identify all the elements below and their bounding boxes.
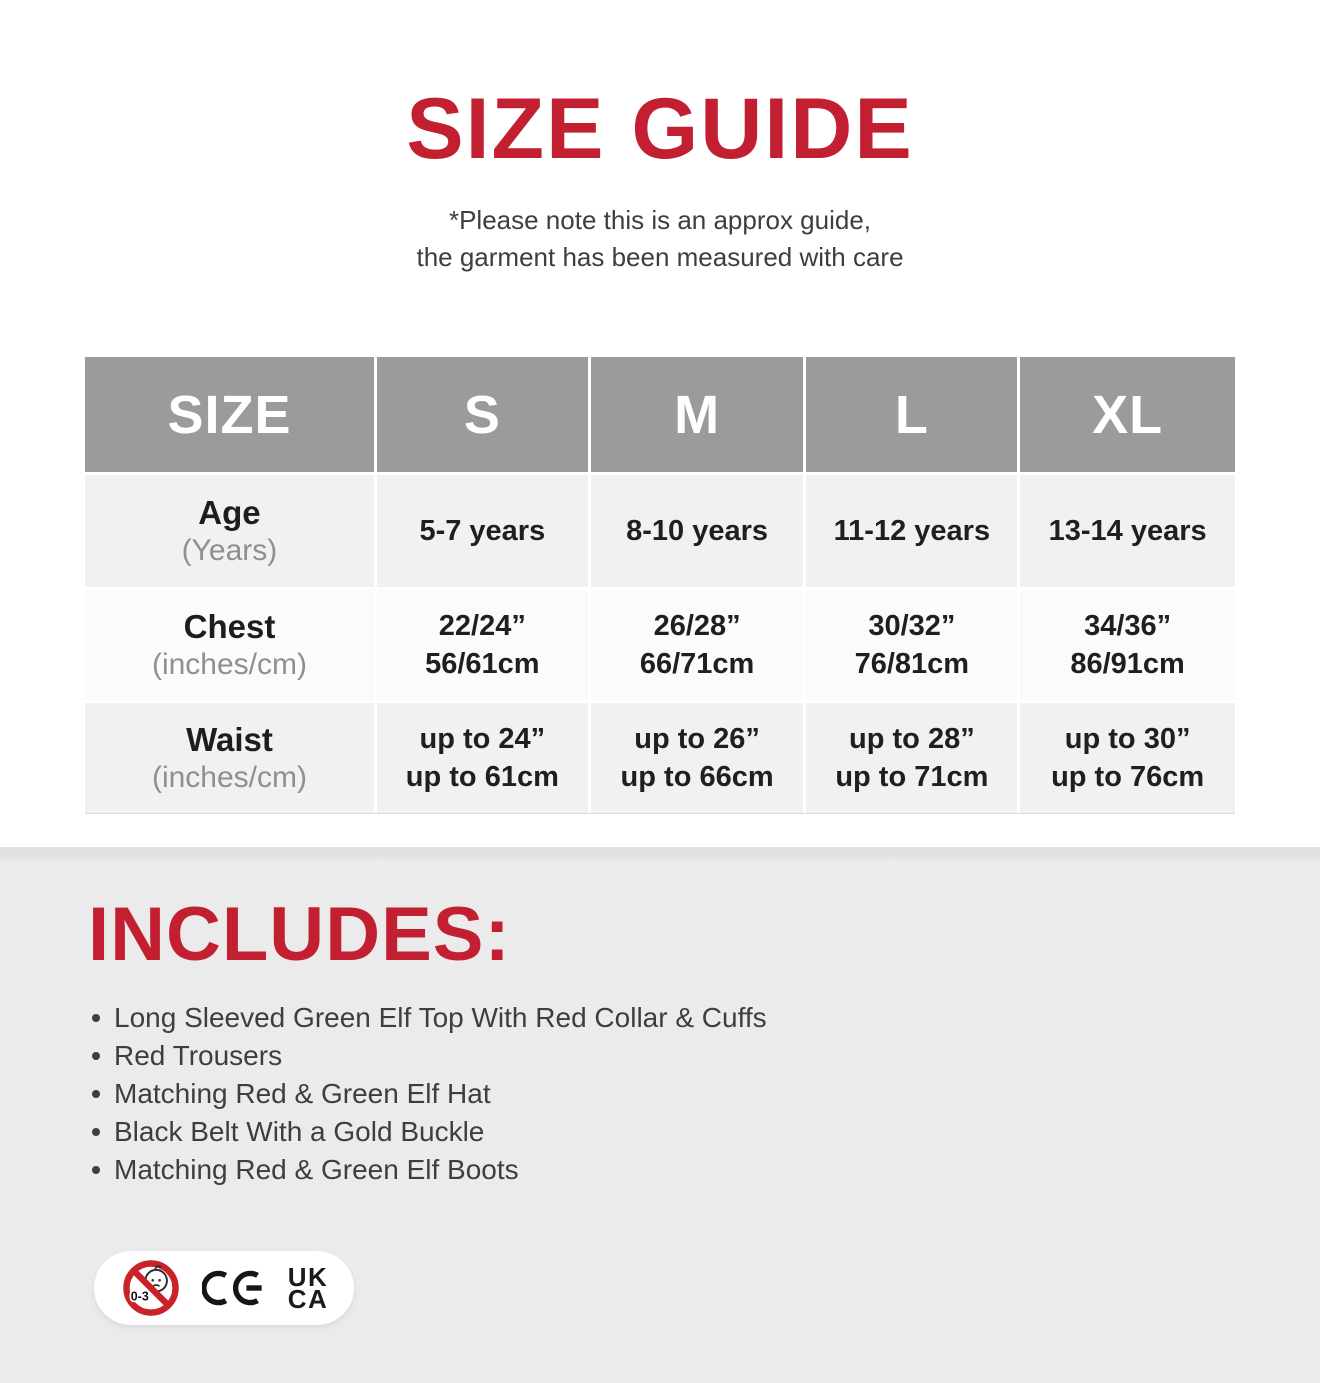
row-label-chest	[85, 590, 374, 700]
row-label-age	[85, 475, 374, 587]
note-line-2: the garment has been measured with care	[416, 242, 904, 272]
age-warning-label: 0-3	[130, 1289, 149, 1304]
row-label: Age	[198, 494, 261, 531]
table-cell-age-m: 8-10 years	[591, 475, 804, 587]
includes-section	[0, 847, 1320, 1383]
table-cell-age-xl: 13-14 years	[1020, 475, 1235, 587]
size-table-header-m: M	[591, 357, 804, 472]
list-item: Black Belt With a Gold Buckle	[88, 1113, 1232, 1151]
list-item: Red Trousers	[88, 1037, 1232, 1075]
table-cell-waist-xl: up to 30” up to 76cm	[1020, 703, 1235, 813]
approx-guide-note	[0, 202, 1320, 276]
table-cell-chest-xl: 34/36” 86/91cm	[1020, 590, 1235, 700]
row-label: Waist	[186, 721, 273, 758]
row-sublabel: (Years)	[181, 534, 278, 567]
row-sublabel: (inches/cm)	[151, 648, 307, 681]
ukca-mark	[287, 1262, 329, 1314]
row-label-waist	[85, 703, 374, 813]
table-cell-chest-l: 30/32” 76/81cm	[806, 590, 1017, 700]
table-cell-age-l: 11-12 years	[806, 475, 1017, 587]
size-table-header-xl: XL	[1020, 357, 1235, 472]
table-cell-waist-m: up to 26” up to 66cm	[591, 703, 804, 813]
table-cell-age-s: 5-7 years	[377, 475, 588, 587]
table-cell-chest-m: 26/28” 66/71cm	[591, 590, 804, 700]
ce-mark-icon	[202, 1267, 268, 1309]
size-table	[85, 357, 1235, 814]
note-line-1: *Please note this is an approx guide,	[448, 205, 872, 235]
list-item: Long Sleeved Green Elf Top With Red Collar & Cuffs	[88, 999, 1232, 1037]
ukca-line-uk: UK	[287, 1262, 329, 1292]
list-item: Matching Red & Green Elf Boots	[88, 1151, 1232, 1189]
size-table-header-l: L	[806, 357, 1017, 472]
ukca-line-ca: CA	[287, 1284, 329, 1314]
size-table-header-s: S	[377, 357, 588, 472]
size-table-header-size: SIZE	[85, 357, 374, 472]
row-label: Chest	[183, 608, 276, 645]
table-cell-waist-s: up to 24” up to 61cm	[377, 703, 588, 813]
page-title: SIZE GUIDE	[406, 81, 914, 177]
list-item: Matching Red & Green Elf Hat	[88, 1075, 1232, 1113]
table-cell-waist-l: up to 28” up to 71cm	[806, 703, 1017, 813]
table-cell-chest-s: 22/24” 56/61cm	[377, 590, 588, 700]
row-sublabel: (inches/cm)	[151, 761, 307, 794]
includes-heading: INCLUDES:	[88, 892, 511, 977]
certification-badges	[94, 1251, 354, 1325]
age-warning-0-3-icon	[120, 1257, 182, 1319]
includes-list	[88, 999, 1232, 1189]
